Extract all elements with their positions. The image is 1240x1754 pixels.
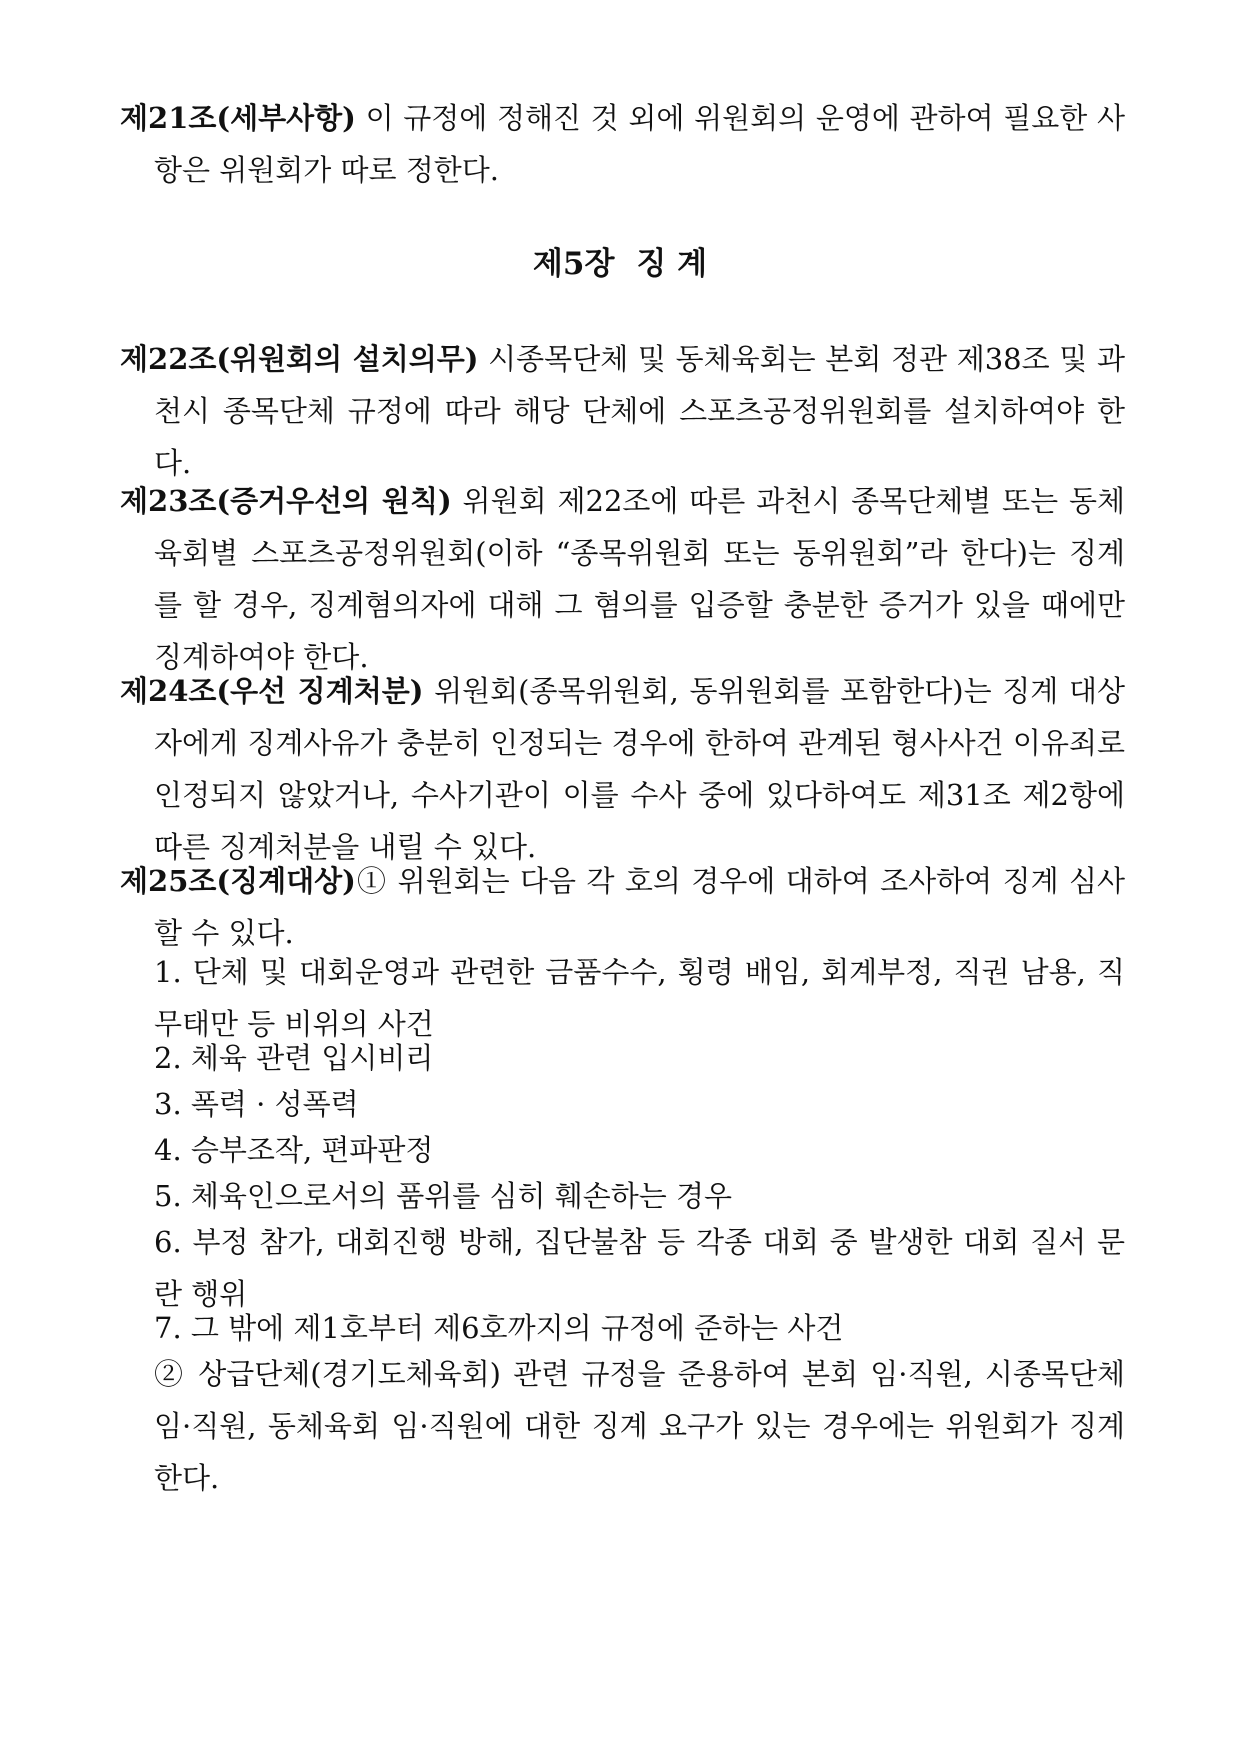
article-title: 제23조(증거우선의 원칙) [120, 484, 452, 518]
article-25-paragraph-2: ② 상급단체(경기도체육회) 관련 규정을 준용하여 본회 임·직원, 시종목단체 임·직원, 동체육회 임·직원에 대한 징계 요구가 있는 경우에는 위원회가 징계한다. [154, 1357, 1125, 1495]
list-item: 2. 체육 관련 입시비리 [154, 1041, 434, 1075]
article-text: ① 위원회는 다음 각 호의 경우에 대하여 조사하여 징계 심사 할 수 있다. [154, 864, 1125, 950]
article-text: 위원회(종목위원회, 동위원회를 포함한다)는 징계 대상자에게 징계사유가 충분히 인정되는 경우에 한하여 관계된 형사사건 이유죄로 인정되지 않았거나, 수사기관이 이를 수사 중에 있다하여도 제31조 제2항에 따른 징계처분을 내릴 수 있다. [154, 674, 1125, 864]
list-item: 6. 부정 참가, 대회진행 방해, 집단불참 등 각종 대회 중 발생한 대회 질서 문란 행위 [154, 1225, 1125, 1311]
article-23 [120, 475, 1125, 683]
article-title: 제25조(징계대상) [120, 864, 356, 898]
chapter-number: 제5장 [532, 246, 615, 282]
list-item: 5. 체육인으로서의 품위를 심히 훼손하는 경우 [154, 1179, 733, 1213]
article-text: 시종목단체 및 동체육회는 본회 정관 제38조 및 과천시 종목단체 규정에 따라 해당 단체에 스포츠공정위원회를 설치하여야 한다. [154, 342, 1125, 480]
article-21 [120, 92, 1125, 196]
article-22 [120, 333, 1125, 489]
chapter-heading [0, 238, 1240, 290]
article-title: 제22조(위원회의 설치의무) [120, 342, 479, 376]
list-item: 3. 폭력 · 성폭력 [154, 1087, 359, 1121]
list-item: 4. 승부조작, 편파판정 [154, 1133, 434, 1167]
article-25 [120, 855, 1125, 959]
article-text: 위원회 제22조에 따른 과천시 종목단체별 또는 동체육회별 스포츠공정위원회(이하 “종목위원회 또는 동위원회”라 한다)는 징계를 할 경우, 징계혐의자에 대해 그 혐의를 입증할 충분한 증거가 있을 때에만 징계하여야 한다. [154, 484, 1125, 674]
article-title: 제21조(세부사항) [120, 101, 356, 135]
list-item: 1. 단체 및 대회운영과 관련한 금품수수, 횡령 배임, 회계부정, 직권 남용, 직무태만 등 비위의 사건 [154, 955, 1125, 1041]
article-24 [120, 665, 1125, 873]
article-text: 이 규정에 정해진 것 외에 위원회의 운영에 관하여 필요한 사항은 위원회가 따로 정한다. [154, 101, 1125, 187]
article-title: 제24조(우선 징계처분) [120, 674, 424, 708]
list-item: 7. 그 밖에 제1호부터 제6호까지의 규정에 준하는 사건 [154, 1311, 844, 1345]
chapter-name: 징 계 [636, 246, 708, 282]
